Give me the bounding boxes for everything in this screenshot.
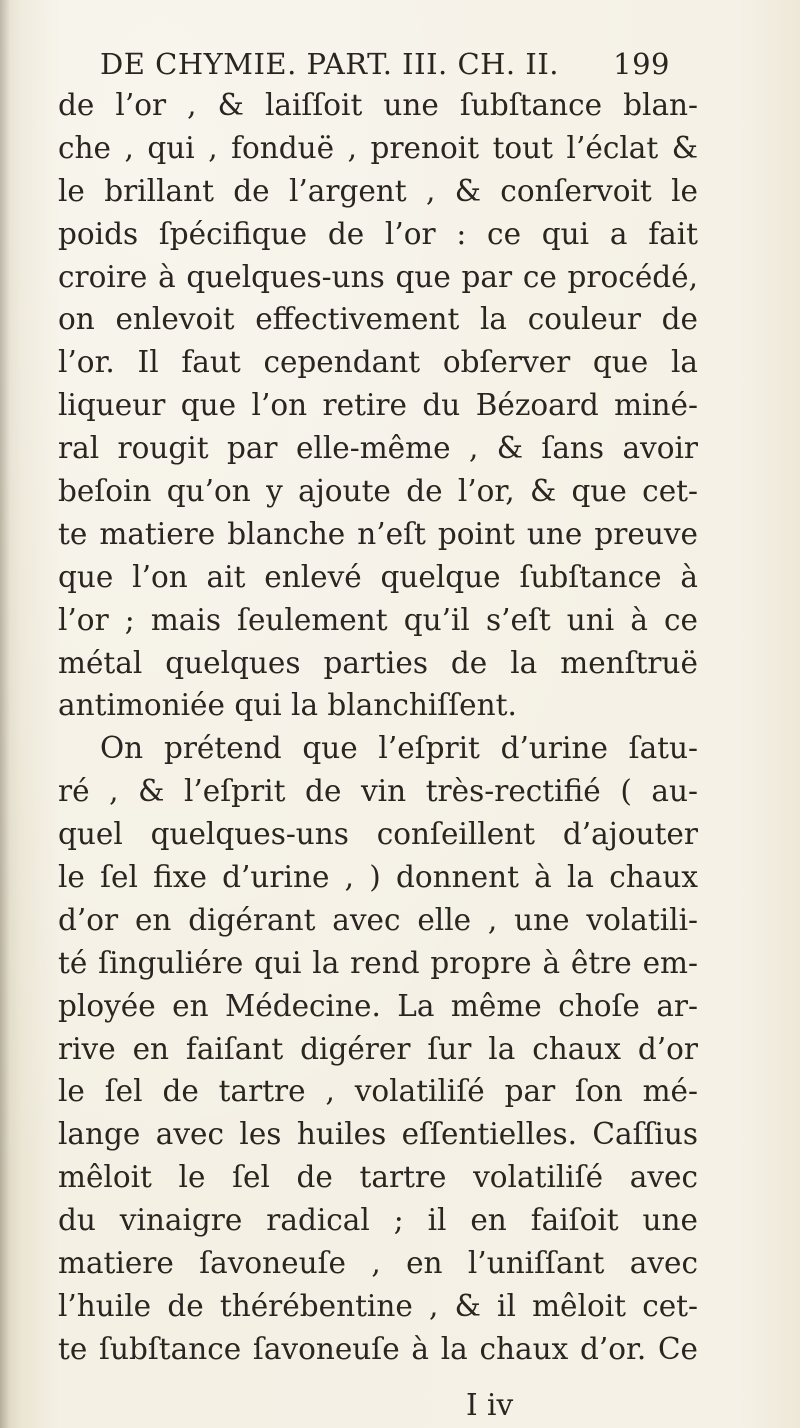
text-line: te ſubſtance ſavoneuſe à la chaux d’or. Ce: [58, 1331, 698, 1366]
text-line: le ſel fixe d’urine , ) donnent à la chaux: [58, 860, 698, 895]
gutter-shadow: [0, 0, 10, 1428]
text-line: l’or ; mais ſeulement qu’il s’eſt uni à ce: [58, 602, 698, 637]
text-line: de l’or , & laiſſoit une ſubſtance blan-: [58, 88, 698, 122]
text-line: ral rougit par elle-même , & ſans avoir: [58, 431, 698, 466]
text-line: du vinaigre radical ; il en faiſoit une: [58, 1203, 698, 1238]
text-line: mêloit le ſel de tartre volatiliſé avec: [58, 1160, 698, 1195]
text-line: le brillant de l’argent , & conſervoit le: [58, 173, 698, 208]
text-line: antimoniée qui la blanchiſſent.: [58, 688, 517, 723]
text-line: beſoin qu’on y ajoute de l’or, & que cet-: [58, 474, 698, 509]
text-line: te matiere blanche n’eſt point une preuve: [58, 516, 698, 551]
page-header: [100, 44, 670, 84]
text-line: l’or. Il faut cependant obſerver que la: [58, 345, 698, 380]
text-line: té ſinguliére qui la rend propre à être em-: [58, 945, 698, 980]
signature-mark: I iv: [466, 1388, 514, 1422]
text-line: l’huile de thérébentine , & il mêloit cet-: [58, 1288, 698, 1323]
body-text: [58, 84, 698, 1371]
text-line: que l’on ait enlevé quelque ſubſtance à: [58, 559, 698, 594]
running-title: DE CHYMIE. PART. III. CH. II.: [100, 47, 560, 81]
text-line: lange avec les huiles eſſentielles. Caſſius: [58, 1117, 698, 1152]
text-line: ployée en Médecine. La même choſe ar-: [58, 988, 698, 1023]
text-line: on enlevoit effectivement la couleur de: [58, 302, 698, 337]
text-line: métal quelques parties de la menſtruë: [58, 645, 698, 680]
text-line: d’or en digérant avec elle , une volatili-: [58, 902, 698, 937]
text-line: quel quelques-uns conſeillent d’ajouter: [58, 817, 698, 852]
text-line: matiere ſavoneuſe , en l’uniſſant avec: [58, 1246, 698, 1281]
text-line-paragraph-start: On prétend que l’eſprit d’urine ſatu-: [100, 731, 698, 766]
page-number: 199: [613, 47, 670, 81]
text-line: rive en faiſant digérer ſur la chaux d’or: [58, 1031, 698, 1066]
text-line: croire à quelques-uns que par ce procédé,: [58, 259, 698, 294]
text-line: poids ſpécifique de l’or : ce qui a fait: [58, 216, 698, 251]
text-line: ré , & l’eſprit de vin très-rectifié ( au-: [58, 774, 698, 809]
text-line: liqueur que l’on retire du Bézoard miné-: [58, 388, 698, 423]
text-line: le ſel de tartre , volatiliſé par ſon mé-: [58, 1074, 698, 1109]
text-line: che , qui , fonduë , prenoit tout l’éclat &: [58, 130, 698, 165]
